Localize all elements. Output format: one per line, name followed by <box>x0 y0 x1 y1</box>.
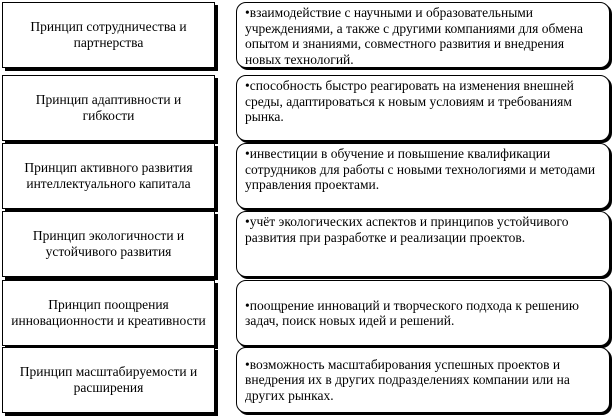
principle-row-adaptivity <box>0 75 613 141</box>
principle-name: Принцип адаптивности и гибкости <box>35 92 182 123</box>
principle-description-box <box>236 280 610 346</box>
principle-name: Принцип экологичности и устойчивого развития <box>32 228 185 259</box>
bullet-icon: • <box>245 356 250 372</box>
principle-description-text <box>245 298 601 329</box>
principle-description-box <box>236 143 610 209</box>
principle-description-box <box>236 211 610 277</box>
bullet-icon: • <box>245 5 250 20</box>
principle-name-box <box>2 280 215 346</box>
principle-description: взаимодействие с научными и образовательными учреждениями, а также с другими компаниями для обмена опытом и знаниями, совместного развития и внедрения новых технологий. <box>245 5 583 67</box>
principle-row-cooperation <box>0 2 613 68</box>
principle-row-ecology <box>0 211 613 277</box>
principle-name-box <box>2 75 215 141</box>
principle-description-box <box>236 347 610 413</box>
principle-description-text <box>245 146 601 193</box>
principle-name: Принцип активного развития интеллектуального капитала <box>24 160 193 191</box>
bullet-icon: • <box>245 214 250 229</box>
principle-description-box <box>236 2 610 68</box>
principle-description-box <box>236 75 610 141</box>
principle-description-text <box>245 214 601 245</box>
principle-description-text <box>245 5 601 67</box>
principle-description: возможность масштабирования успешных проектов и внедрения их в других подразделениях компании или на других рынках. <box>245 356 570 403</box>
principle-description-text <box>245 78 601 125</box>
principle-name: Принцип поощрения инновационности и креативности <box>11 297 206 328</box>
principle-description: инвестиции в обучение и повышение квалификации сотрудников для работы с новыми технологиями и методами управления проектами. <box>245 146 596 192</box>
principle-description: учёт экологических аспектов и принципов устойчивого развития при разработке и реализации проектов. <box>245 214 569 245</box>
principle-row-intellectual-capital <box>0 143 613 209</box>
principle-row-innovation <box>0 280 613 346</box>
bullet-icon: • <box>245 297 250 313</box>
principle-description: способность быстро реагировать на изменения внешней среды, адаптироваться к новым условиям и требованиям рынка. <box>245 78 574 124</box>
bullet-icon: • <box>245 146 250 161</box>
principle-name: Принцип масштабируемости и расширения <box>19 364 198 395</box>
principle-name-box <box>2 211 215 277</box>
bullet-icon: • <box>245 78 250 93</box>
principle-name: Принцип сотрудничества и партнерства <box>30 19 187 50</box>
principle-name-box <box>2 143 215 209</box>
principle-row-scalability <box>0 347 613 413</box>
principle-description-text <box>245 357 601 404</box>
principle-name-box <box>2 2 215 68</box>
principle-description: поощрение инноваций и творческого подхода к решению задач, поиск новых идей и решений. <box>245 297 579 328</box>
principle-name-box <box>2 347 215 413</box>
